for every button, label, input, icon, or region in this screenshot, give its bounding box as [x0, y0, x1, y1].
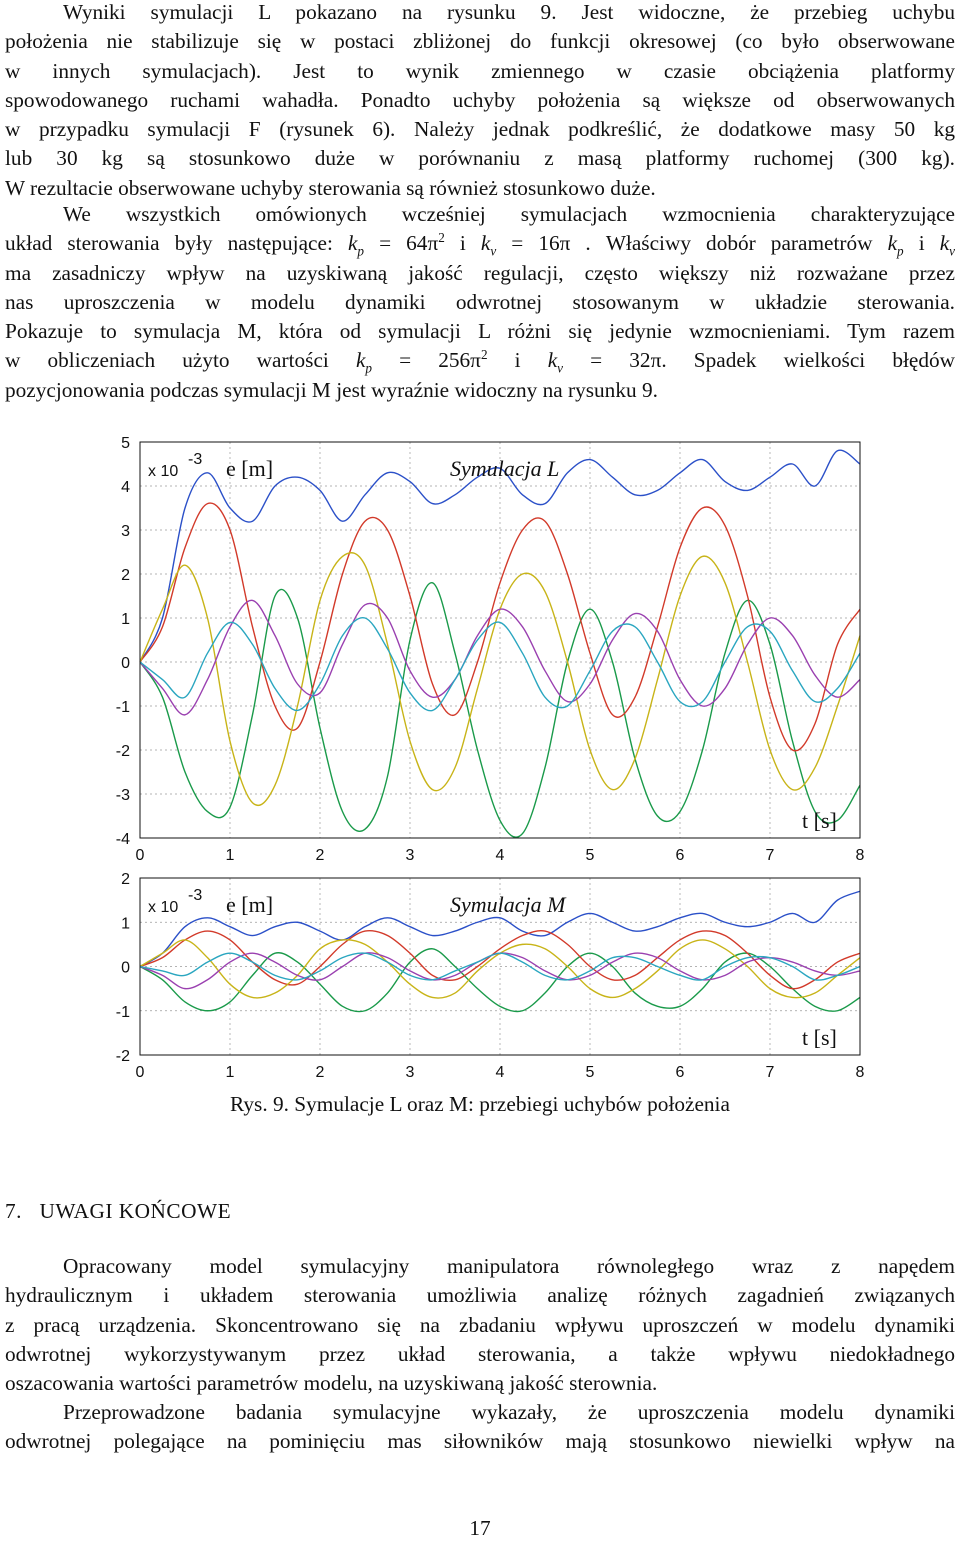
- text-line: pozycjonowania podczas symulacji M jest wyraźnie widoczny na rysunku 9.: [5, 377, 658, 402]
- plot-title: Symulacja M: [450, 892, 566, 917]
- y-tick-label: 0: [121, 655, 130, 672]
- y-tick-label: 1: [121, 611, 130, 628]
- page-number: 17: [469, 1516, 491, 1540]
- text-line: Pokazuje to symulacja M, która od symulacji L różni się jedynie wzmocnieniami. Tym razem: [5, 319, 955, 344]
- text-line: z pracą urządzenia. Skoncentrowano się na zbadaniu wpływu uproszczeń w modelu dynamiki: [5, 1312, 955, 1337]
- x-axis-label: t [s]: [802, 808, 837, 833]
- plot-symulacja-m: [116, 871, 865, 1080]
- series-line-1: [140, 450, 860, 662]
- y-tick-label: -1: [115, 699, 130, 716]
- x-axis-label: t [s]: [802, 1025, 837, 1050]
- x-tick-label: 1: [225, 1064, 235, 1080]
- text-line: w przypadku symulacji F (rysunek 6). Należy jednak podkreślić, że dodatkowe masy 50 kg: [5, 117, 955, 142]
- text-line: W rezultacie obserwowane uchyby sterowania są również stosunkowo duże.: [5, 175, 656, 200]
- x-tick-label: 2: [315, 847, 325, 864]
- x-tick-label: 0: [135, 847, 145, 864]
- gains-paragraph: [5, 200, 955, 405]
- text-line: oszacowania wartości parametrów modelu, na uzyskiwaną jakość sterownia.: [5, 1371, 658, 1396]
- x-tick-label: 5: [585, 847, 595, 864]
- y-tick-label: -4: [115, 831, 130, 848]
- text-line: ma zasadniczy wpływ na uzyskiwaną jakość regulacji, często większy niż rozważane przez: [5, 260, 955, 285]
- text-line: w obliczeniach użyto wartości $k_p = 256\pi^2$ i $k_v = 32\pi$. Spadek wielkości błędów: [5, 347, 956, 376]
- text-line: odwrotnej wykorzystywanym przez układ sterowania, a także wpływu niedokładnego: [5, 1341, 955, 1366]
- y-tick-label: 0: [121, 959, 130, 977]
- text-line: położenia nie stabilizuje się w postaci zbliżonej do funkcji okresowej (co było obserwowane: [5, 29, 955, 54]
- x-tick-label: 4: [495, 1064, 505, 1080]
- y-multiplier: x 10: [148, 463, 179, 480]
- x-tick-label: 5: [585, 1064, 595, 1080]
- text-line: Opracowany model symulacyjny manipulatora równoległego wraz z napędem: [63, 1254, 955, 1278]
- figure-9: [0, 420, 960, 1080]
- text-line: nas uproszczenia w modelu dynamiki odwrotnej stosowanym w układzie sterowania.: [5, 289, 955, 314]
- section-heading: 7. UWAGI KOŃCOWE: [5, 1199, 232, 1223]
- text-line: układ sterowania były następujące: $k_p = 64\pi^2$ i $k_v = 16\pi$ . Właściwy dobór parametrów $k_p$ i $k_v$: [5, 230, 955, 259]
- y-tick-label: 3: [121, 523, 130, 540]
- y-multiplier-exponent: -3: [188, 887, 203, 904]
- conclusions-paragraph-2: [5, 1398, 955, 1457]
- text-line: We wszystkich omówionych wcześniej symulacjach wzmocnienia charakteryzujące: [63, 202, 955, 226]
- x-tick-label: 4: [495, 847, 505, 864]
- text-line: spowodowanego ruchami wahadła. Ponadto uchyby położenia są większe od obserwowanych: [5, 87, 955, 112]
- x-tick-label: 8: [855, 847, 865, 864]
- y-multiplier-exponent: -3: [188, 451, 203, 468]
- x-tick-label: 1: [225, 847, 235, 864]
- y-tick-label: -1: [115, 1003, 130, 1021]
- y-axis-label: e [m]: [226, 892, 274, 917]
- plot-symulacja-l: [116, 435, 865, 864]
- text-line: lub 30 kg są stosunkowo duże w porównaniu z masą platformy ruchomej (300 kg).: [5, 146, 955, 171]
- series-line-6: [140, 618, 860, 711]
- x-tick-label: 3: [405, 1064, 415, 1080]
- x-tick-label: 8: [855, 1064, 865, 1080]
- y-multiplier: x 10: [148, 899, 179, 916]
- x-tick-label: 6: [675, 847, 685, 864]
- y-tick-label: 4: [121, 479, 130, 496]
- text-line: Wyniki symulacji L pokazano na rysunku 9. Jest widoczne, że przebieg uchybu: [63, 0, 955, 24]
- text-line: hydraulicznym i układem sterowania umożliwia analizę różnych zagadnień związanych: [5, 1283, 955, 1308]
- y-tick-label: 2: [121, 871, 130, 888]
- x-tick-label: 2: [315, 1064, 325, 1080]
- conclusions-paragraph-1: [5, 1252, 955, 1398]
- x-tick-label: 0: [135, 1064, 145, 1080]
- x-tick-label: 3: [405, 847, 415, 864]
- figure-caption: Rys. 9. Symulacje L oraz M: przebiegi uchybów położenia: [230, 1092, 730, 1116]
- y-axis-label: e [m]: [226, 456, 274, 481]
- text-line: odwrotnej polegające na pominięciu mas siłowników mają stosunkowo niewielki wpływ na: [5, 1429, 955, 1454]
- y-tick-label: 5: [121, 435, 130, 452]
- y-tick-label: -3: [115, 787, 130, 804]
- plot-title: Symulacja L: [450, 456, 560, 481]
- intro-paragraph: [5, 0, 955, 203]
- series-line-2: [140, 583, 860, 838]
- x-tick-label: 7: [765, 1064, 775, 1080]
- text-line: w innych symulacjach). Jest to wynik zmiennego w czasie obciążenia platformy: [5, 58, 955, 83]
- y-tick-label: -2: [115, 743, 130, 760]
- y-tick-label: 1: [121, 915, 130, 933]
- x-tick-label: 7: [765, 847, 775, 864]
- x-tick-label: 6: [675, 1064, 685, 1080]
- y-tick-label: 2: [121, 567, 130, 584]
- y-tick-label: -2: [115, 1048, 130, 1065]
- text-line: Przeprowadzone badania symulacyjne wykazały, że uproszczenia modelu dynamiki: [63, 1400, 955, 1424]
